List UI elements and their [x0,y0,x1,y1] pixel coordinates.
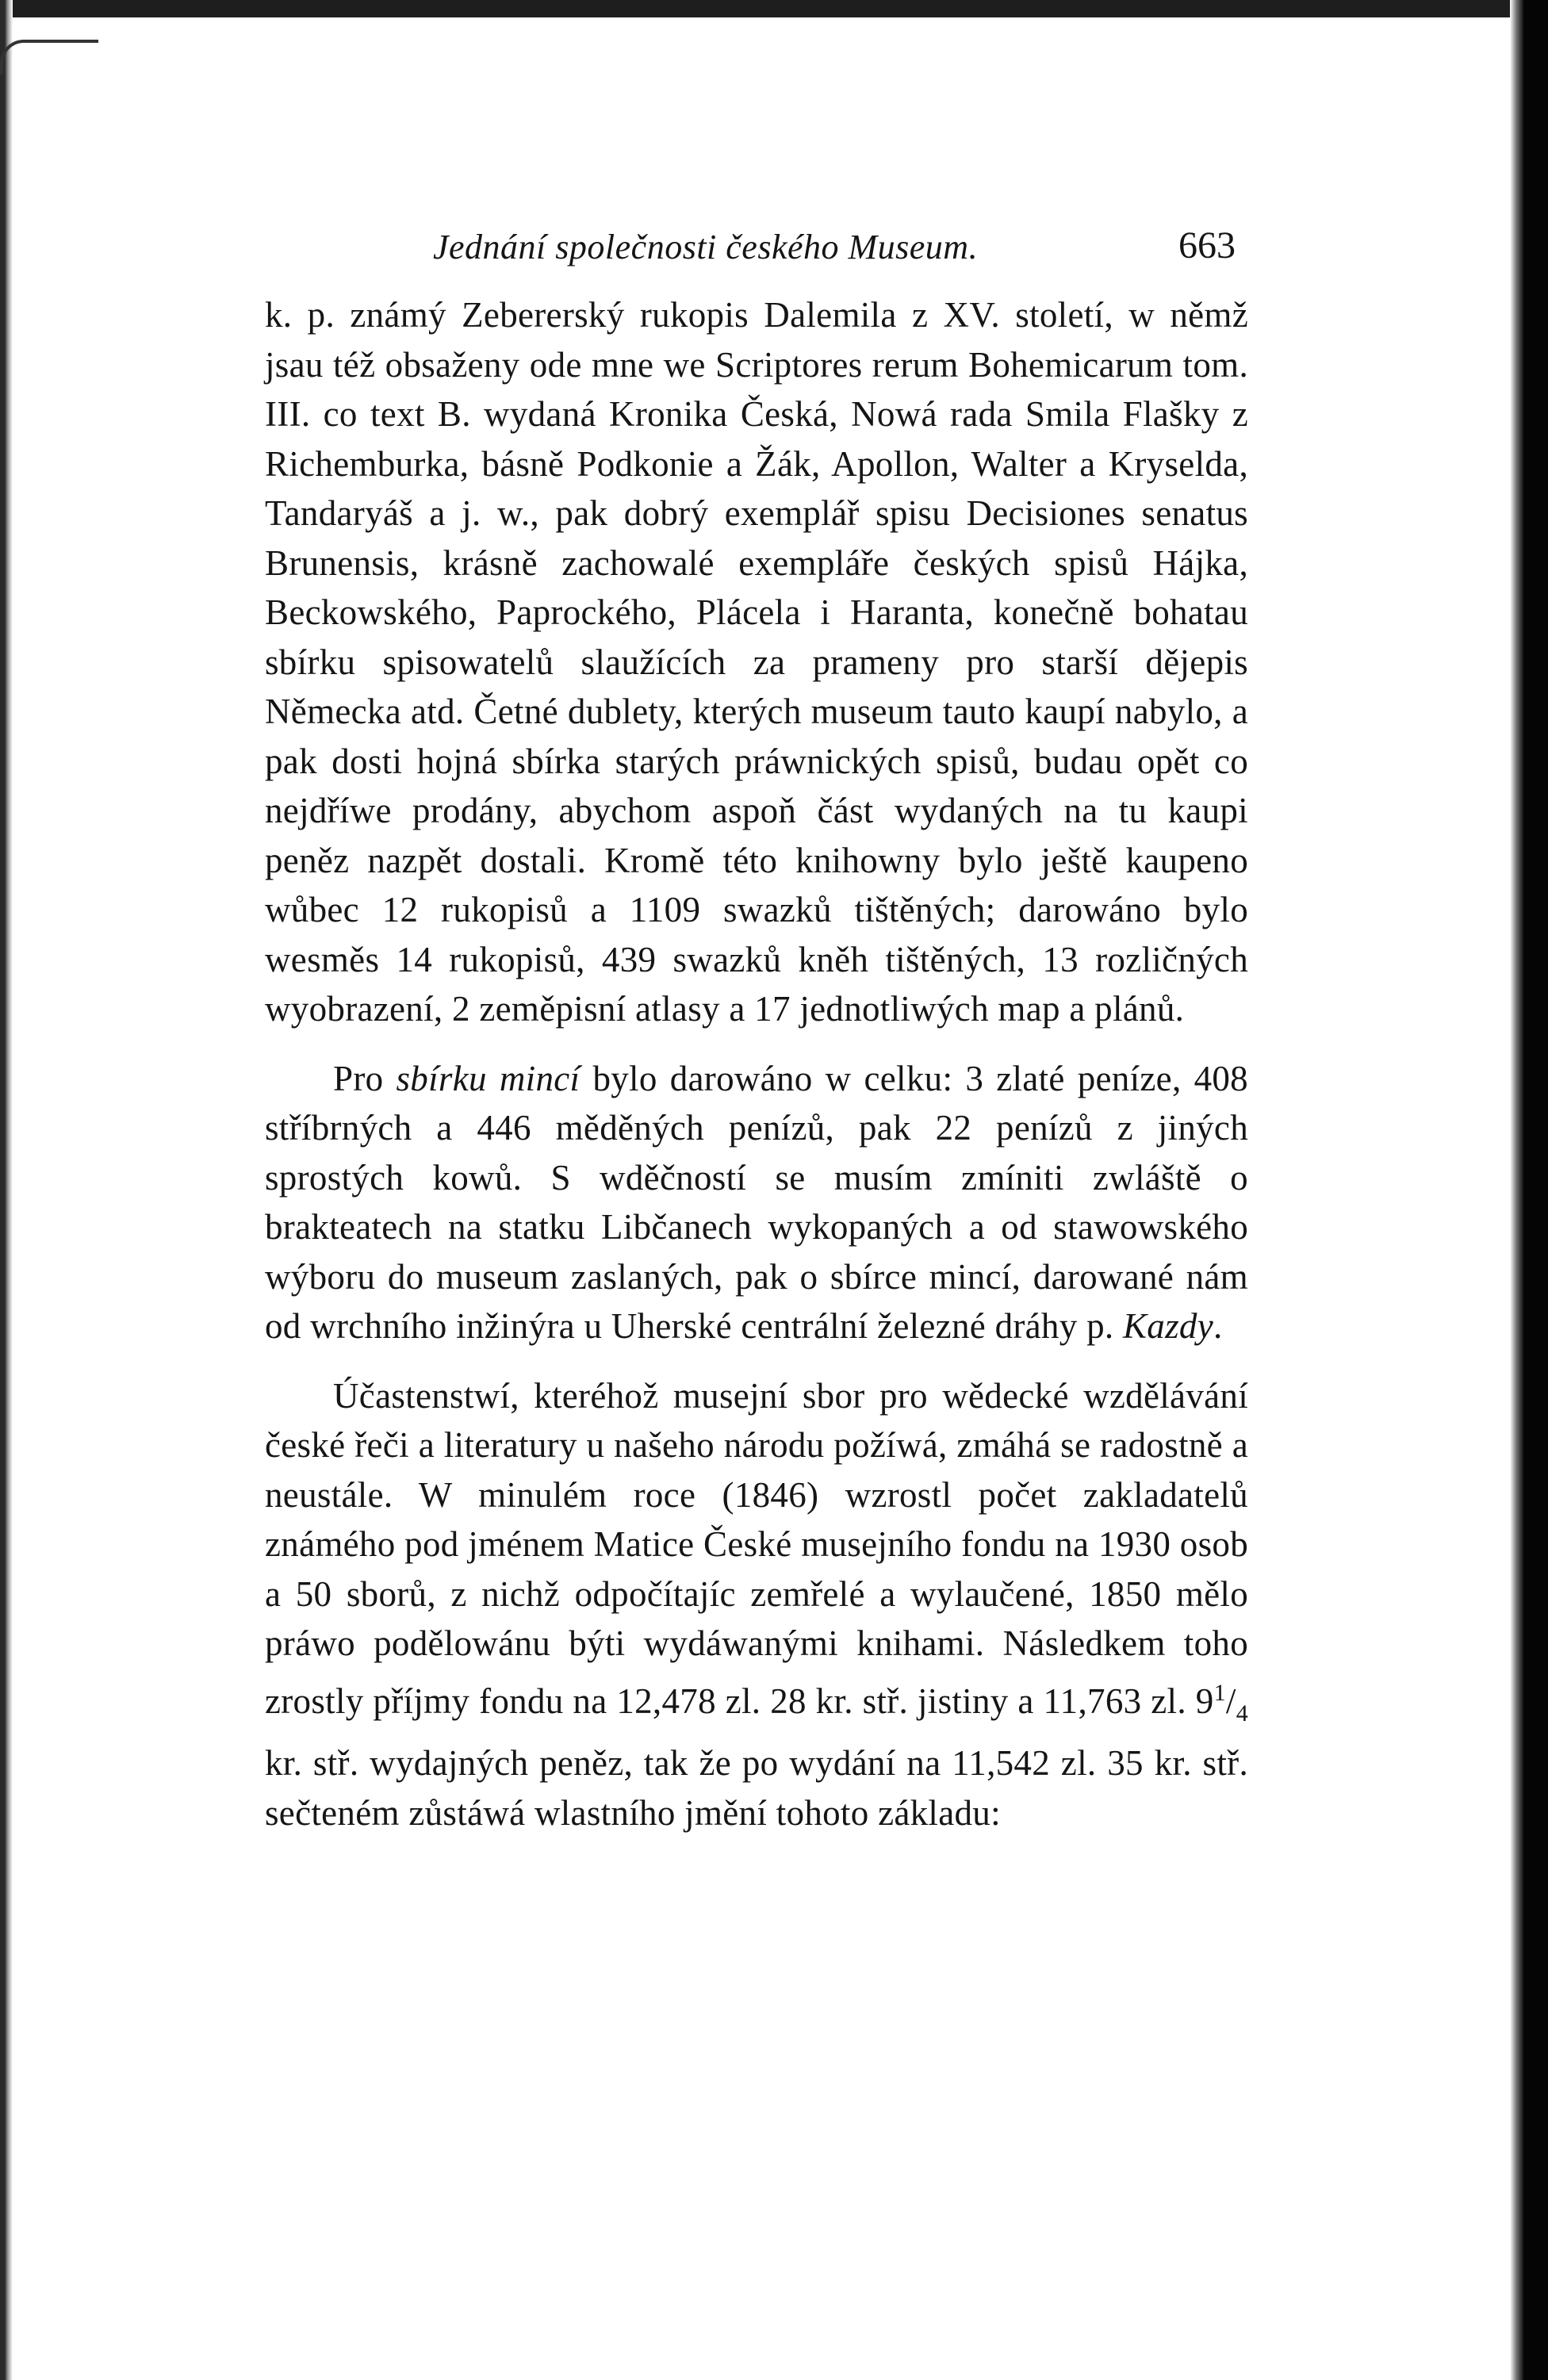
fraction-denominator: 4 [1236,1700,1248,1727]
page-header [265,222,1248,281]
paragraph-3-text-a: Účastenstwí, kteréhož musejní sbor pro wědecké wzdělávání české řeči a literatury u našeho národu požíwá, zmáhá se radostně a neustále. W minulém roce (1846) wzrostl počet zakladatelů známého pod jménem Matice České musejního fondu na 1930 osob a 50 sborů, z nichž odpočítajíc zemřelé a wylaučené, 1850 mělo práwo podělowánu býti wydáwanými knihami. Následkem toho zrostly příjmy fondu na 12,478 zl. 28 kr. stř. jistiny a 11,763 zl. 9 [265,1375,1248,1721]
paragraph-3 [265,1371,1248,1838]
paragraph-3-text-b: kr. stř. wydajných peněz, tak že po wydání na 11,542 zl. 35 kr. stř. sečteném zůstáwá wlastního jmění tohoto základu: [265,1743,1248,1833]
fraction-numerator: 1 [1213,1679,1226,1706]
page-number: 663 [1178,224,1236,266]
paragraph-1: k. p. známý Zebererský rukopis Dalemila z XV. století, w němž jsau též obsaženy ode mne we Scriptores rerum Bohemicarum tom. III. co text B. wydaná Kronika Česká, Nowá rada Smila Flašky z Richemburka, básně Podkonie a Žák, Apollon, Walter a Kryselda, Tandaryáš a j. w., pak dobrý exemplář spisu Decisiones senatus Brunensis, krásně zachowalé exempláře českých spisů Hájka, Beckowského, Paprockého, Plácela i Haranta, konečně bohatau sbírku spisowatelů slaužících za prameny pro starší dějepis Německa atd. Četné dublety, kterých museum tauto kaupí nabylo, a pak dosti hojná sbírka starých práwnických spisů, budau opět co nejdříwe prodány, abychom aspoň část wydaných na tu kaupi peněz nazpět dostali. Kromě této knihowny bylo ještě kaupeno wůbec 12 rukopisů a 1109 swazků tištěných; darowáno bylo wesměs 14 rukopisů, 439 swazků kněh tištěných, 13 rozličných wyobrazení, 2 zeměpisní atlasy a 17 jednotliwých map a plánů. [265,295,1248,1029]
scan-right-edge [1510,0,1548,2380]
page-text-block [265,222,1248,1838]
fraction-slash: / [1225,1681,1236,1721]
paragraph-2-text-b: bylo darowáno w celku: 3 zlaté peníze, 408 stříbrných a 446 měděných penízů, pak 22 penízů z jiných sprostých kowů. S wděčností se musím zmíniti zwláště o brakteatech na statku Libčanech wykopaných a od stawowského wýboru do museum zaslaných, pak o sbírce mincí, darowané nám od wrchního inžinýra u Uherské centrální železné dráhy p. [265,1058,1248,1346]
scan-left-edge [0,0,13,2380]
paragraph-2-emphasis: sbírku mincí [396,1058,580,1098]
paragraph-2 [265,1054,1248,1351]
scan-top-edge [0,0,1548,17]
paragraph-2-name-kazdy: Kazdy [1122,1306,1213,1346]
running-title: Jednání společnosti českého Museum. [433,228,979,266]
paragraph-2-text-a: Pro [333,1058,397,1098]
page-curl-mark [0,40,98,75]
paragraph-2-text-c: . [1213,1306,1223,1346]
